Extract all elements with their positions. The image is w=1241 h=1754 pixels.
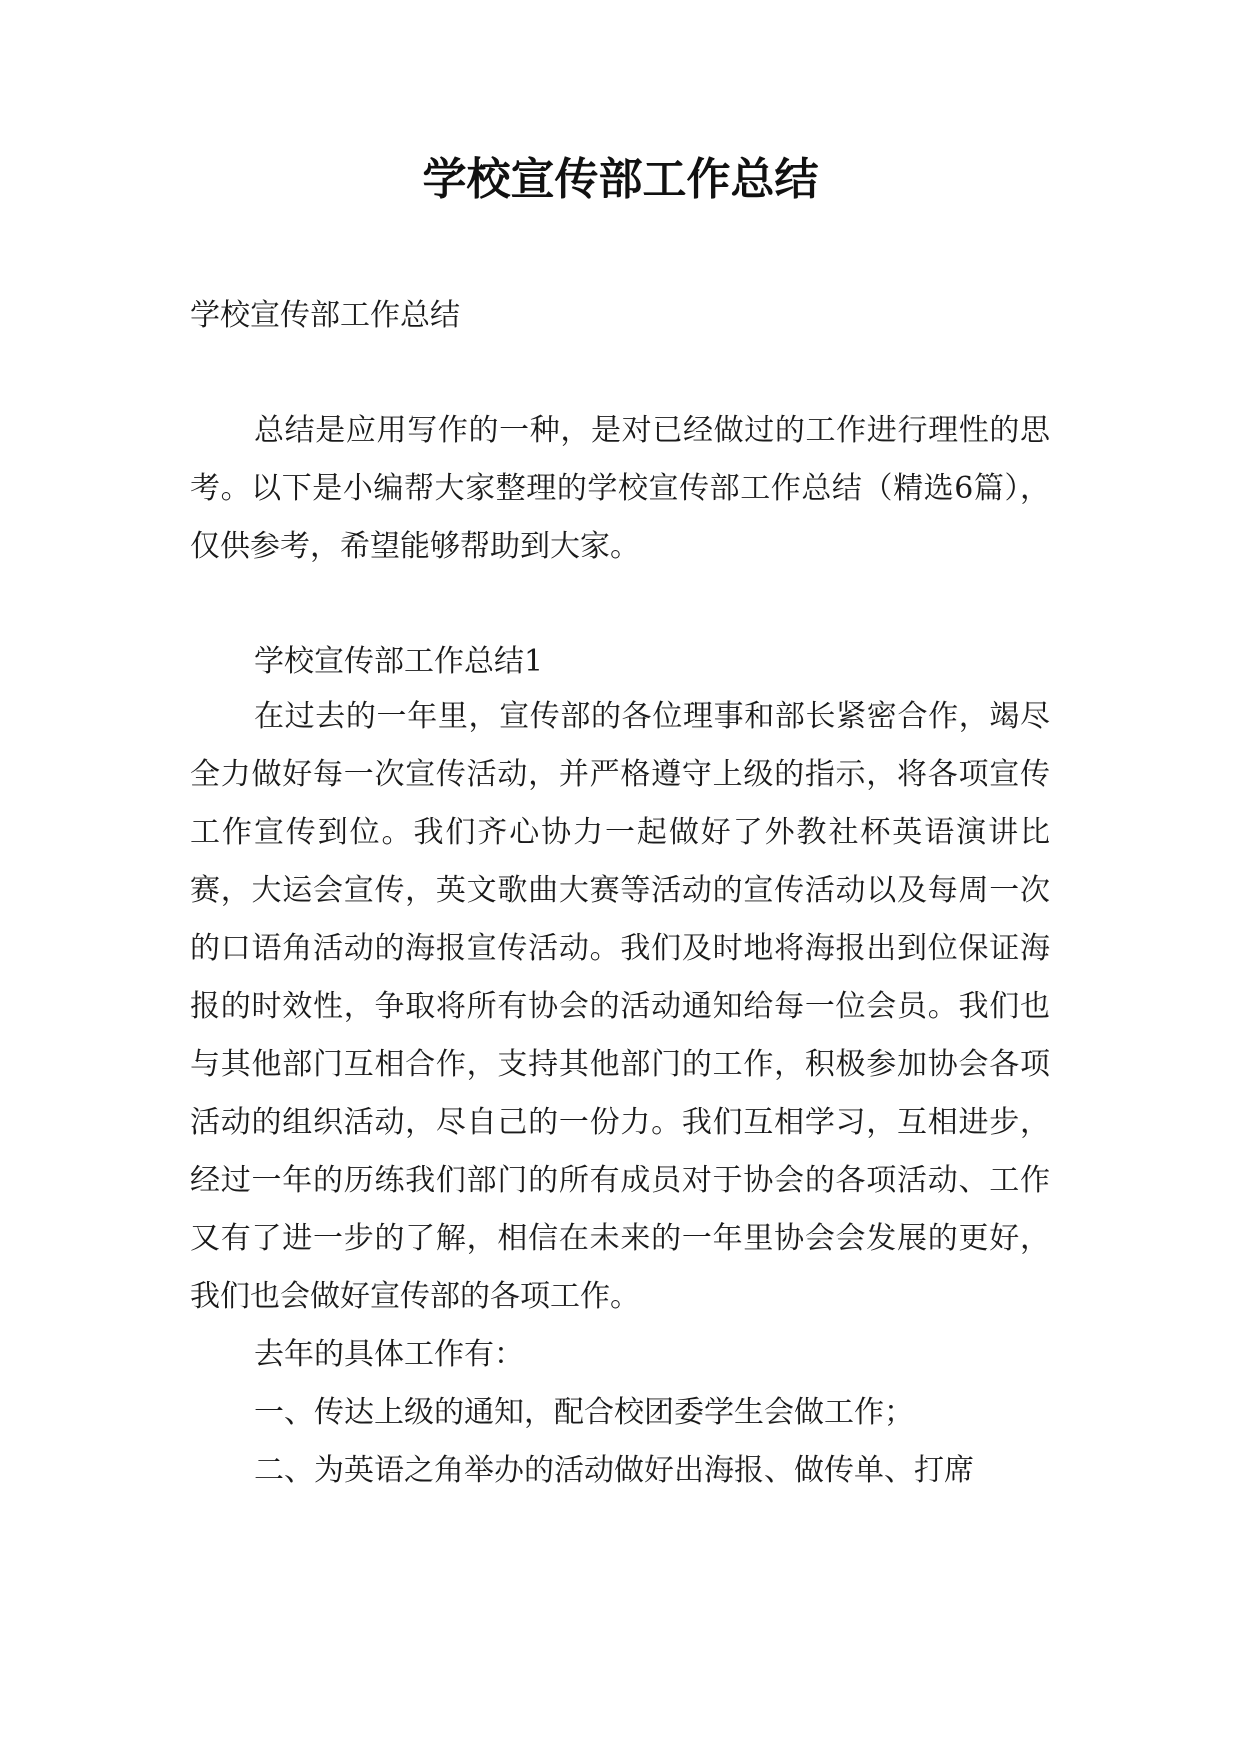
list-item: 二、为英语之角举办的活动做好出海报、做传单、打席 — [254, 1453, 974, 1488]
section-body-paragraph: 在过去的一年里，宣传部的各位理事和部长紧密合作，竭尽全力做好每一次宣传活动，并严格遵守上级的指示，将各项宣传工作宣传到位。我们齐心协力一起做好了外教社杯英语演讲比赛，大运会宣传，英文歌曲大赛等活动的宣传活动以及每周一次的口语角活动的海报宣传活动。我们及时地将海报出到位保证海报的时效性，争取将所有协会的活动通知给每一位会员。我们也与其他部门互相合作，支持其他部门的工作，积极参加协会各项活动的组织活动，尽自己的一份力。我们互相学习，互相进步，经过一年的历练我们部门的所有成员对于协会的各项活动、工作又有了进一步的了解，相信在未来的一年里协会会发展的更好，我们也会做好宣传部的各项工作。 — [190, 699, 1050, 1314]
list-intro: 去年的具体工作有： — [254, 1337, 524, 1372]
section-1 — [190, 642, 1050, 1500]
document-title: 学校宣传部工作总结 — [422, 154, 819, 205]
document-subtitle: 学校宣传部工作总结 — [190, 298, 460, 333]
list-item: 一、传达上级的通知，配合校团委学生会做工作； — [254, 1395, 914, 1430]
section-heading: 学校宣传部工作总结1 — [254, 644, 544, 679]
intro-paragraph: 总结是应用写作的一种，是对已经做过的工作进行理性的思考。以下是小编帮大家整理的学校宣传部工作总结（精选6篇），仅供参考，希望能够帮助到大家。 — [190, 413, 1050, 564]
